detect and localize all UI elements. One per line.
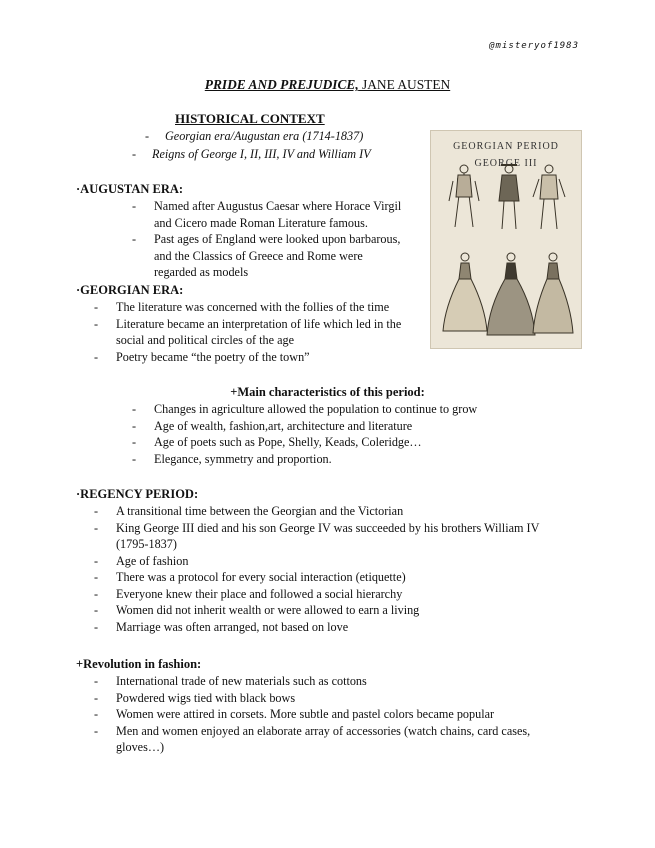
georgian-heading: ·GEORGIAN ERA:	[76, 283, 184, 297]
list-item: - Past ages of England were looked upon barbarous, and the Classics of Greece and Rome were regarded as models	[132, 232, 401, 279]
list-item: - Georgian era/Augustan era (1714-1837)	[145, 129, 364, 143]
list-item: - Age of poets such as Pope, Shelly, Keads, Coleridge…	[132, 435, 422, 449]
list-item: - King George III died and his son George IV was succeeded by his brothers William IV (1795-1837)	[94, 520, 540, 551]
list-item: - A transitional time between the Georgian and the Victorian	[94, 504, 404, 518]
list-item: - Men and women enjoyed an elaborate array of accessories (watch chains, card cases, gloves…)	[94, 723, 531, 754]
illustration-caption: GEORGIAN PERIOD GEORGE III	[453, 141, 559, 169]
figures-drawing	[431, 131, 581, 348]
title-author: JANE AUSTEN	[358, 77, 451, 92]
page-title	[0, 77, 655, 94]
list-item: - Powdered wigs tied with black bows	[94, 690, 296, 705]
list-item: - Reigns of George I, II, III, IV and William IV	[132, 147, 371, 161]
list-item: - Elegance, symmetry and proportion.	[132, 451, 332, 466]
list-item: - Changes in agriculture allowed the population to continue to grow	[132, 402, 478, 416]
list-item: - There was a protocol for every social interaction (etiquette)	[94, 570, 406, 584]
list-item: - Age of wealth, fashion,art, architecture and literature	[132, 418, 413, 433]
regency-heading: ·REGENCY PERIOD:	[76, 487, 199, 501]
fashion-list	[94, 673, 576, 756]
historical-context-list-2	[132, 146, 371, 163]
georgian-list	[94, 299, 426, 365]
title-italic: PRIDE AND PREJUDICE,	[204, 77, 359, 92]
list-item: - Marriage was often arranged, not based on love	[94, 619, 349, 634]
georgian-fashion-illustration	[430, 130, 582, 349]
augustan-list	[132, 198, 424, 281]
regency-list	[94, 503, 576, 635]
main-characteristics-list	[132, 401, 478, 467]
list-item: - Women did not inherit wealth or were allowed to earn a living	[94, 603, 420, 617]
list-item: - Everyone knew their place and followed a social hierarchy	[94, 586, 403, 601]
list-item: - International trade of new materials such as cottons	[94, 674, 367, 688]
list-item: - The literature was concerned with the follies of the time	[94, 300, 390, 314]
watermark: @misteryof1983	[489, 41, 579, 51]
list-item: - Literature became an interpretation of life which led in the social and political circles of the age	[94, 316, 402, 347]
augustan-heading: ·AUGUSTAN ERA:	[76, 182, 184, 196]
historical-context-list	[145, 128, 364, 145]
fashion-heading: +Revolution in fashion:	[76, 657, 202, 671]
list-item: - Women were attired in corsets. More subtle and pastel colors became popular	[94, 707, 495, 721]
list-item: - Age of fashion	[94, 553, 189, 568]
main-characteristics-heading: +Main characteristics of this period:	[230, 385, 425, 399]
list-item: - Poetry became “the poetry of the town”	[94, 349, 310, 364]
historical-context-heading: HISTORICAL CONTEXT	[175, 111, 325, 126]
list-item: - Named after Augustus Caesar where Horace Virgil and Cicero made Roman Literature famous.	[132, 199, 402, 230]
